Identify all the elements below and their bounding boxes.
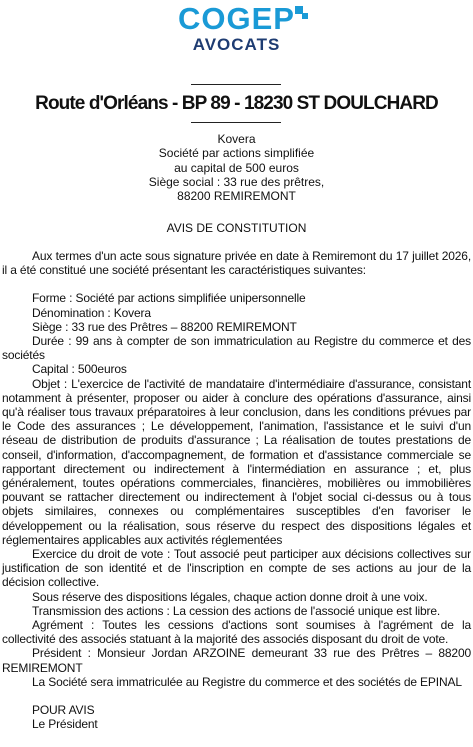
notice-body	[2, 249, 471, 732]
divider-bottom	[191, 122, 281, 123]
intro-paragraph: Aux termes d'un acte sous signature privée en date à Remiremont du 17 juillet 2026, il a été constitué une société présentant les caractéristiques suivantes:	[2, 249, 471, 278]
immatriculation-line: La Société sera immatriculée au Registre du commerce et des sociétés de EPINAL	[32, 674, 462, 689]
signature-line-1: POUR AVIS	[32, 703, 95, 718]
logo-squares-icon	[295, 6, 309, 20]
logo-subtitle: AVOCATS	[192, 35, 281, 54]
company-capital: au capital de 500 euros	[174, 160, 299, 175]
firm-address: Route d'Orléans - BP 89 - 18230 ST DOULCHARD	[35, 93, 438, 114]
company-name: Kovera	[217, 132, 256, 146]
company-header	[0, 132, 473, 203]
capital-line: Capital : 500euros	[32, 362, 127, 377]
logo-mark	[178, 1, 295, 36]
transmission-line: Transmission des actions : La cession des actions de l'associé unique est libre.	[32, 603, 441, 618]
objet-paragraph: Objet : L'exercice de l'activité de mandataire d'intermédiaire d'assurance, consistant notamment à présenter, proposer ou aider à conclure des opérations d'assurance, ainsi qu'à réaliser tous travaux préparatoires à leur conclusion, dans les conditions prévues par le Code des assurances ; Le développement, l'animation, l'assistance et le suivi d'un réseau de distribution de produits d'assurance ; La réalisation de toutes prestations de conseil, d'information, d'accompagnement, de formation et d'assistance commerciale se rapportant directement ou indirectement à l'intermédiation en assurance ; et, plus généralement, toutes opérations commerciales, financières, mobilières ou immobilières pouvant se rattacher directement ou indirectement à l'objet social ci-dessus ou à tous objets similaires, connexes ou complémentaires susceptibles d'en favoriser le développement ou la réalisation, sous réserve du respect des dispositions légales et réglementaires applicables aux activités réglementées	[2, 376, 471, 547]
siege-line: Siège : 33 rue des Prêtres – 88200 REMIREMONT	[32, 319, 297, 334]
company-form: Société par actions simplifiée	[158, 146, 315, 161]
forme-line: Forme : Société par actions simplifiée unipersonnelle	[32, 291, 306, 306]
reserve-line: Sous réserve des dispositions légales, chaque action donne droit à une voix.	[32, 589, 428, 604]
agrement-paragraph: Agrément : Toutes les cessions d'actions sont soumises à l'agrément de la collectivité des associés statuant à la majorité des associés disposant du droit de vote.	[2, 618, 471, 647]
duree-line: Durée : 99 ans à compter de son immatriculation au Registre du commerce et des sociétés	[2, 334, 471, 363]
company-seat: Siège social : 33 rue des prêtres,	[148, 174, 325, 189]
cogep-logo	[0, 1, 473, 54]
logo-wordmark: COGEP	[178, 1, 295, 36]
notice-title: AVIS DE CONSTITUTION	[166, 221, 307, 235]
vote-paragraph: Exercice du droit de vote : Tout associé peut participer aux décisions collectives sur justification de son identité et de l'inscription en compte de ses actions au jour de la décision collective.	[2, 547, 471, 590]
denomination-line: Dénomination : Kovera	[32, 305, 151, 320]
signature-line-2: Le Président	[32, 717, 98, 732]
company-city: 88200 REMIREMONT	[177, 189, 296, 204]
president-paragraph: Président : Monsieur Jordan ARZOINE demeurant 33 rue des Prêtres – 88200 REMIREMONT	[2, 646, 471, 675]
divider-top	[191, 84, 281, 85]
